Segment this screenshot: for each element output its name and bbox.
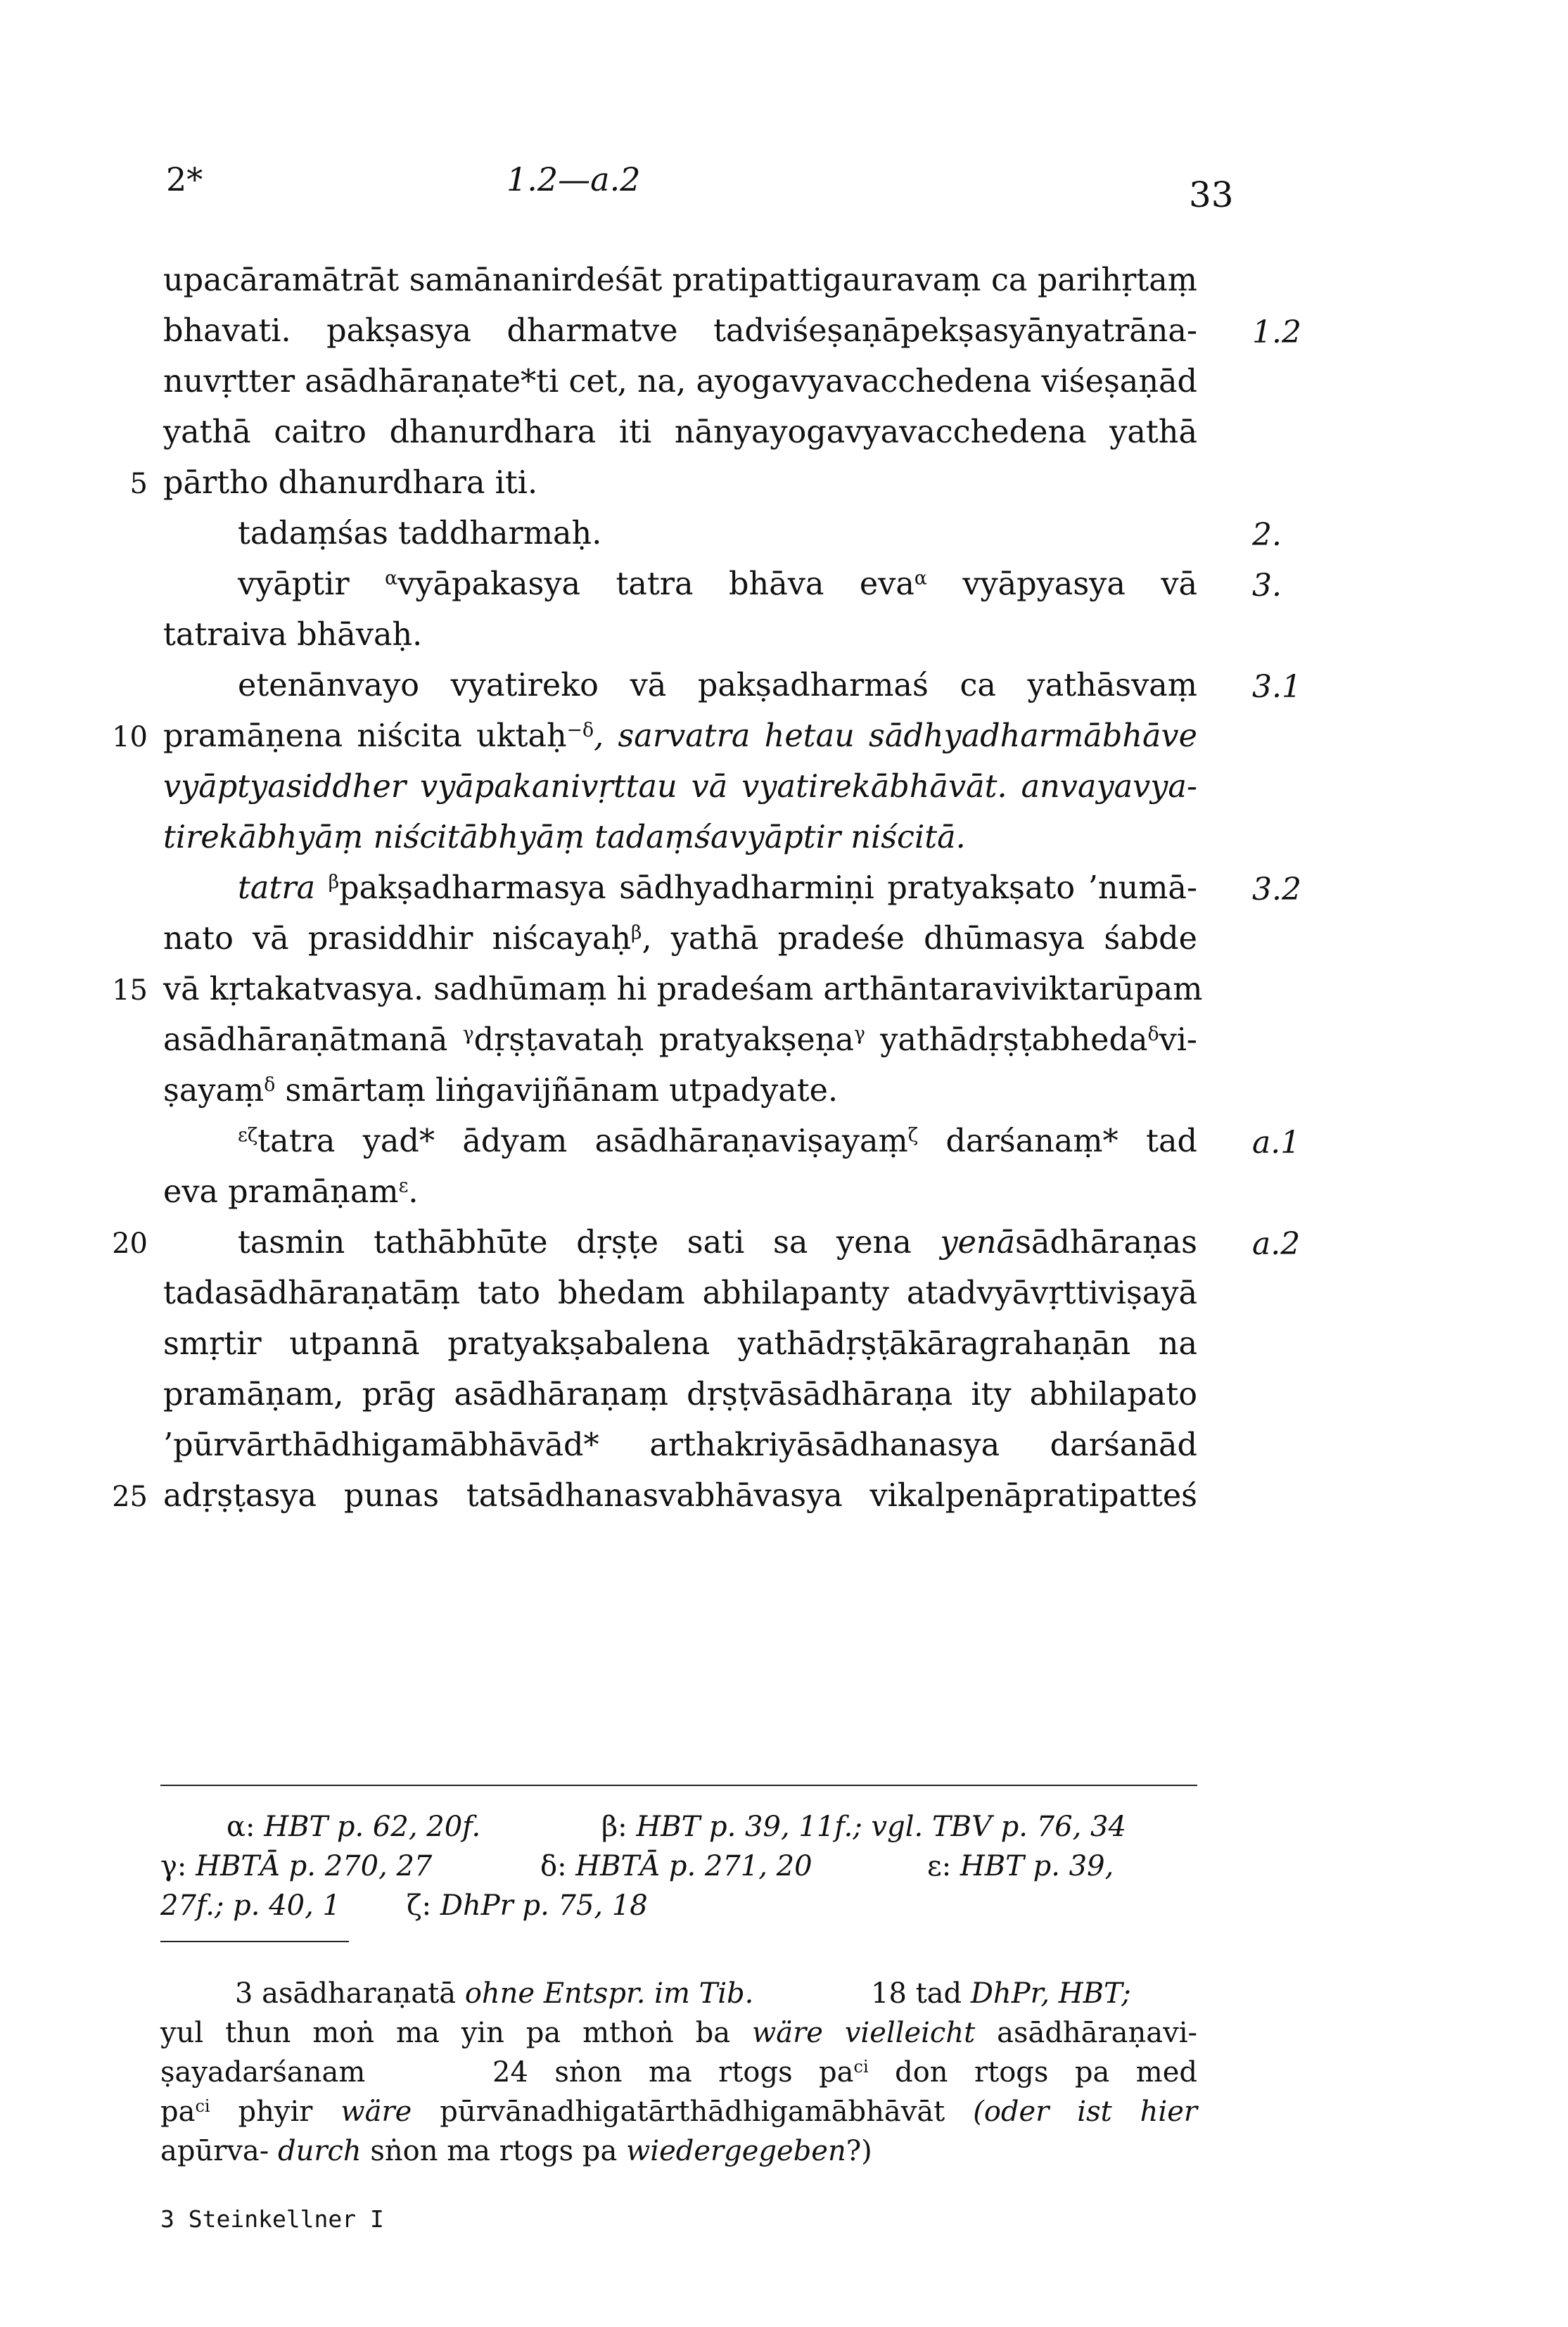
apparatus-entry-beta: β: HBT p. 39, 11f.; vgl. TBV p. 76, 34 (601, 1811, 1126, 1843)
line-number: 10 (112, 721, 148, 753)
text-line: etenānvayo vyatireko vā pakṣadharmaś ca yathāsvaṃ (238, 668, 1197, 703)
text-segment: nato vā prasiddhir niścayaḥ (163, 921, 632, 957)
printer-signature: 3 Steinkellner I (160, 2205, 384, 2233)
text-line: yathā caitro dhanurdhara iti nānyayogavyavacchedena yathā (163, 414, 1197, 450)
apparatus-entry-gamma: γ: HBTĀ p. 270, 27 (160, 1850, 433, 1882)
line-number: 15 (112, 974, 148, 1007)
siglum-delta: δ (264, 1073, 276, 1096)
apparatus-entry-alpha: α: HBT p. 62, 20f. (227, 1811, 481, 1843)
text-segment: pramāṇena niścita uktaḥ (163, 718, 567, 754)
line-number: 20 (112, 1228, 148, 1260)
text-segment: darśanaṃ* tad (918, 1123, 1198, 1159)
siglum-epsilon: ε (398, 1175, 409, 1197)
line-number: 25 (112, 1481, 148, 1513)
notes-rule (160, 1941, 349, 1942)
margin-ref: 3. (1252, 568, 1282, 604)
siglum-zeta: ζ (907, 1124, 919, 1147)
siglum-delta: −δ (566, 719, 594, 741)
note-3: 3 asādharaṇatā ohne Entspr. im Tib. (235, 1977, 754, 2010)
text-segment: vyāptir (238, 566, 385, 602)
text-line: tatraiva bhāvaḥ. (163, 617, 423, 653)
siglum-gamma: γ (462, 1023, 474, 1045)
line-number: 5 (129, 468, 148, 500)
text-segment: tatra yad* ādyam asādhāraṇaviṣayaṃ (257, 1123, 908, 1159)
margin-ref: 1.2 (1252, 314, 1301, 350)
text-segment: yenā (940, 1225, 1016, 1261)
text-line (163, 1073, 839, 1109)
margin-ref: a.2 (1252, 1226, 1301, 1262)
text-line: bhavati. pakṣasya dharmatve tadviśeṣaṇāpekṣasyānyatrāna- (163, 313, 1197, 349)
text-line: tadasādhāraṇatāṃ tato bhedam abhilapanty atadvyāvṛttiviṣayā (163, 1275, 1197, 1311)
margin-ref: 2. (1252, 517, 1282, 553)
siglum-beta: β (631, 922, 642, 944)
text-line: tadaṃśas taddharmaḥ. (238, 516, 602, 552)
apparatus-entry-epsilon: ε: HBT p. 39, (927, 1850, 1114, 1882)
text-line: tirekābhyāṃ niścitābhyāṃ tadaṃśavyāptir niścitā. (163, 820, 966, 855)
text-segment: dṛṣṭavataḥ pratyakṣeṇa (473, 1022, 854, 1058)
text-segment (940, 1225, 1197, 1261)
siglum-beta: β (328, 871, 340, 893)
note-line: apūrva- durch sṅon ma rtogs pa wiedergegeben?) (160, 2135, 872, 2167)
text-segment: tasmin tathābhūte dṛṣṭe sati sa yena (238, 1225, 912, 1261)
text-line: nuvṛtter asādhāraṇate*ti cet, na, ayogavyavacchedena viśeṣaṇād (163, 364, 1197, 400)
text-line (163, 1022, 1197, 1058)
apparatus-rule (160, 1785, 1197, 1786)
text-line (163, 718, 1197, 754)
siglum-epsilon: ε (238, 1124, 248, 1147)
signature-mark: 2* (166, 160, 203, 198)
text-segment: vi- (1159, 1022, 1197, 1058)
text-line: smṛtir utpannā pratyakṣabalena yathādṛṣṭākāragrahaṇān na (163, 1326, 1197, 1362)
text-line: pārtho dhanurdhara iti. (163, 465, 538, 501)
text-segment (238, 1123, 918, 1159)
note-line: yul thun moṅ ma yin pa mthoṅ ba wäre vielleicht asādhāraṇavi- (160, 2017, 1198, 2049)
text-segment: . (408, 1174, 419, 1210)
text-segment: sādhāraṇas (1015, 1225, 1197, 1261)
text-line: vā kṛtakatvasya. sadhūmaṃ hi pradeśam arthāntaraviviktarūpam (163, 971, 1203, 1007)
siglum-alpha: α (914, 567, 927, 589)
text-line: ’pūrvārthādhigamābhāvād* arthakriyāsādhanasya darśanād (163, 1427, 1197, 1463)
text-segment: , sarvatra hetau sādhyadharmābhāve (594, 718, 1197, 754)
text-segment: vyāpakasya tatra bhāva eva (397, 566, 914, 602)
note-18: 18 tad DhPr, HBT; (871, 1977, 1131, 2010)
siglum-zeta: ζ (247, 1124, 258, 1147)
text-segment: smārtaṃ liṅgavijñānam utpadyate. (275, 1073, 839, 1109)
siglum-alpha: α (385, 567, 398, 589)
apparatus-entry-delta: δ: HBTĀ p. 271, 20 (540, 1850, 812, 1882)
text-line: vyāptyasiddher vyāpakanivṛttau vā vyatirekābhāvāt. anvayavya- (163, 769, 1197, 805)
text-line (163, 1174, 419, 1210)
text-segment: pakṣadharmasya sādhyadharmiṇi pratyakṣato ’numā- (339, 870, 1198, 906)
text-segment: yathādṛṣṭabheda (865, 1022, 1148, 1058)
text-line: upacāramātrāt samānanirdeśāt pratipattigauravaṃ ca parihṛtaṃ (163, 262, 1197, 298)
margin-ref: 3.2 (1252, 872, 1301, 907)
text-segment: tatra (238, 870, 316, 906)
apparatus-entry-epsilon-cont: 27f.; p. 40, 1 (160, 1889, 340, 1922)
apparatus-entry-zeta: ζ: DhPr p. 75, 18 (407, 1889, 648, 1922)
siglum-gamma: γ (853, 1023, 865, 1045)
margin-ref: a.1 (1252, 1125, 1301, 1161)
text-line (163, 921, 1197, 957)
text-line (238, 1225, 1197, 1261)
note-24: 24 sṅon ma rtogs $pa^{ci}$ don rtogs pa med (492, 2056, 1197, 2089)
text-line: pramāṇam, prāg asādhāraṇaṃ dṛṣṭvāsādhāraṇa ity abhilapato (163, 1377, 1197, 1413)
margin-ref: 3.1 (1252, 669, 1301, 705)
text-segment: vyāpyasya vā (926, 566, 1197, 602)
text-segment: ṣayaṃ (163, 1073, 264, 1109)
text-line (238, 566, 1197, 602)
note-line: ṣayadarśanam (160, 2056, 366, 2089)
text-segment: asādhāraṇātmanā (163, 1022, 448, 1058)
siglum-delta: δ (1147, 1023, 1159, 1045)
text-line: adṛṣṭasya punas tatsādhanasvabhāvasya vikalpenāpratipatteś (163, 1478, 1197, 1514)
text-line (238, 870, 1198, 906)
note-line: $pa^{ci}$ phyir wäre pūrvānadhigatārthādhigamābhāvāt (oder ist hier (160, 2096, 1197, 2128)
section-reference: 1.2—a.2 (506, 160, 641, 198)
page-number: 33 (1189, 174, 1234, 215)
text-line (238, 1123, 1198, 1159)
text-segment: , yathā pradeśe dhūmasya śabde (642, 921, 1197, 957)
text-segment: eva pramāṇam (163, 1174, 399, 1210)
